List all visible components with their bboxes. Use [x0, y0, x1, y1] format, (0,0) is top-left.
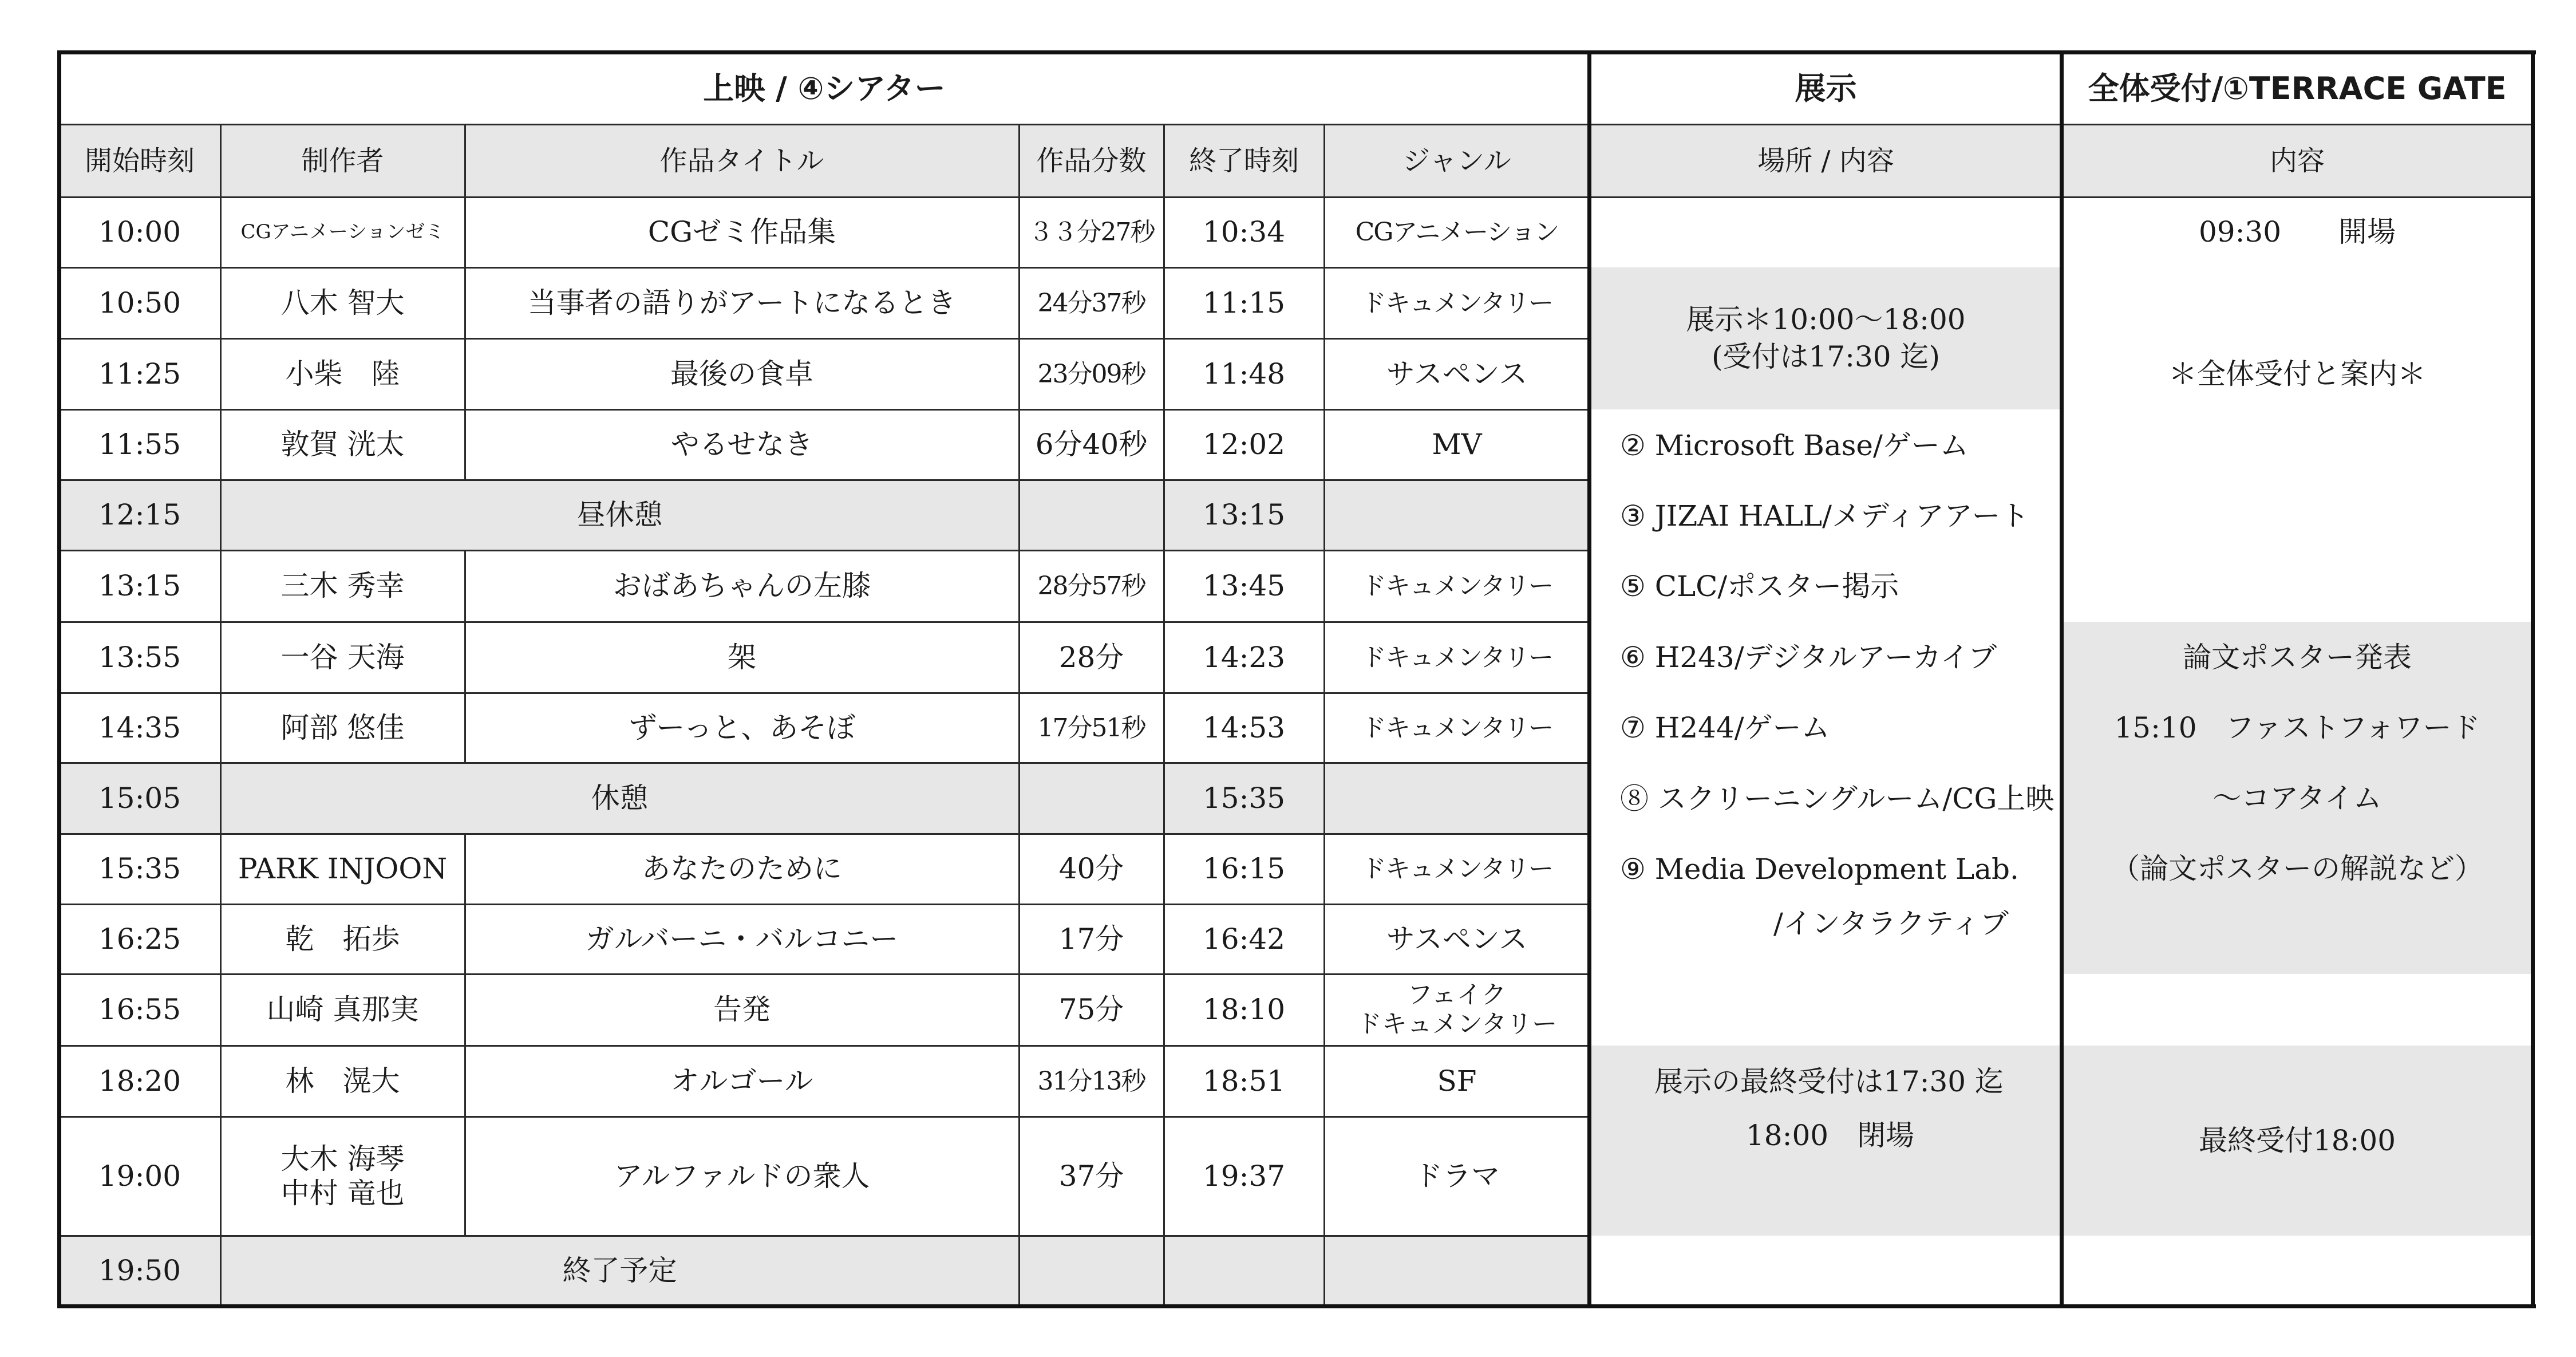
duration-cell: 28分57秒	[1037, 571, 1145, 601]
genre-cell	[1324, 974, 1590, 1046]
title-cell: CGゼミ作品集	[647, 215, 836, 249]
creator-cell: 一谷 天海	[280, 640, 405, 674]
creator-line: 中村 竜也	[280, 1177, 405, 1210]
title-cell: ガルバーニ・バルコニー	[585, 922, 899, 956]
start-time-cell: 13:15	[98, 569, 181, 603]
creator-cell: 阿部 悠佳	[280, 711, 405, 744]
title-cell: アルファルドの衆人	[614, 1159, 870, 1193]
start-time-cell: 11:55	[98, 428, 181, 461]
genre-cell: サスペンス	[1386, 357, 1528, 390]
end-label: 終了予定	[562, 1253, 677, 1287]
duration-cell: 24分37秒	[1037, 288, 1145, 318]
end-time-cell: 18:51	[1202, 1064, 1286, 1098]
poster-core-time: 〜コアタイム	[2212, 781, 2382, 815]
title-cell: おばあちゃんの左膝	[613, 569, 871, 603]
end-time-cell: 12:02	[1202, 428, 1286, 461]
title-cell: 告発	[713, 993, 771, 1027]
col-creator: 制作者	[220, 124, 465, 197]
start-time-cell: 14:35	[98, 711, 181, 744]
col-genre: ジャンル	[1324, 124, 1590, 197]
genre-cell: サスペンス	[1386, 922, 1528, 956]
creator-cell: 乾 拓歩	[285, 922, 400, 956]
start-time-cell: 19:50	[98, 1253, 181, 1287]
screening-header: 上映 / ④シアター	[703, 70, 946, 106]
exhibit-place-item: ⑧ スクリーニングルーム/CG上映	[1620, 782, 2055, 815]
start-time-cell: 19:00	[98, 1159, 181, 1193]
title-cell: ずーっと、あそぼ	[628, 711, 856, 744]
start-time-cell: 13:55	[98, 640, 181, 674]
creator-cell: 敦賀 洸太	[280, 428, 405, 461]
col-duration: 作品分数	[1019, 124, 1164, 197]
title-cell: 当事者の語りがアートになるとき	[527, 286, 957, 319]
title-cell: あなたのために	[642, 852, 842, 886]
col-end-time: 終了時刻	[1164, 124, 1324, 197]
break-label: 昼休憩	[576, 498, 663, 532]
genre-cell: ドキュメンタリー	[1361, 642, 1553, 672]
exhibit-closing: 18:00 閉場	[1746, 1119, 1915, 1152]
duration-cell: 23分09秒	[1037, 359, 1145, 389]
end-time-cell: 18:10	[1202, 993, 1286, 1027]
exhibit-hours	[1590, 267, 2062, 409]
reception-last-entry: 最終受付18:00	[2198, 1123, 2396, 1157]
duration-cell: 6分40秒	[1035, 428, 1148, 461]
end-time-cell: 13:45	[1202, 569, 1286, 603]
poster-title: 論文ポスター発表	[2183, 640, 2412, 674]
exhibit-place-item: ③ JIZAI HALL/メディアアート	[1620, 499, 2029, 532]
start-time-cell: 12:15	[98, 498, 181, 532]
start-time-cell: 18:20	[98, 1064, 181, 1098]
poster-fast-forward: 15:10 ファストフォワード	[2114, 711, 2480, 744]
creator-cell: 八木 智大	[280, 286, 405, 319]
col-title: 作品タイトル	[465, 124, 1019, 197]
duration-cell: 37分	[1058, 1159, 1124, 1193]
exhibit-hours-line: 展示＊10:00〜18:00	[1686, 303, 1966, 336]
break-label: 休憩	[591, 781, 649, 815]
genre-cell: ドキュメンタリー	[1361, 288, 1553, 318]
exhibit-last-entry: 展示の最終受付は17:30 迄	[1654, 1065, 2004, 1098]
end-time-cell: 13:15	[1202, 498, 1286, 532]
duration-cell: ３３分27秒	[1028, 218, 1155, 247]
col-exhibit-place: 場所 / 内容	[1590, 124, 2062, 197]
duration-cell: 75分	[1058, 993, 1124, 1027]
end-time-cell: 10:34	[1202, 215, 1286, 249]
duration-cell: 40分	[1058, 852, 1124, 886]
end-time-cell: 15:35	[1202, 781, 1286, 815]
col-start-time: 開始時刻	[59, 124, 220, 197]
creator-cell: 小柴 陸	[285, 357, 400, 390]
exhibit-place-item: ⑥ H243/デジタルアーカイブ	[1620, 641, 1997, 674]
genre-line: フェイク	[1407, 980, 1507, 1009]
genre-line: ドキュメンタリー	[1356, 1009, 1558, 1039]
creator-cell: 三木 秀幸	[280, 569, 405, 603]
start-time-cell: 11:25	[98, 357, 181, 390]
exhibit-place-item: ⑦ H244/ゲーム	[1620, 711, 1830, 744]
title-cell: オルゴール	[670, 1064, 813, 1098]
genre-cell: MV	[1432, 428, 1482, 461]
col-reception-content: 内容	[2062, 124, 2532, 197]
creator-cell: 林 滉大	[285, 1064, 400, 1098]
start-time-cell: 10:00	[98, 215, 181, 249]
genre-cell: ドキュメンタリー	[1361, 571, 1553, 601]
start-time-cell: 15:05	[98, 781, 181, 815]
duration-cell: 17分51秒	[1037, 713, 1145, 743]
exhibit-place-continuation: /インタラクティブ	[1773, 907, 2009, 940]
end-time-cell: 14:53	[1202, 711, 1286, 744]
title-cell: 架	[728, 640, 756, 674]
exhibit-place-item: ⑤ CLC/ポスター掲示	[1620, 570, 1899, 603]
reception-opening: 09:30 開場	[2198, 215, 2396, 249]
genre-cell: ドキュメンタリー	[1361, 854, 1553, 883]
exhibit-place-item: ② Microsoft Base/ゲーム	[1620, 429, 1969, 462]
reception-header: 全体受付/①TERRACE GATE	[2088, 70, 2507, 106]
title-cell: やるせなき	[670, 428, 813, 461]
genre-cell: ドキュメンタリー	[1361, 713, 1553, 743]
duration-cell: 31分13秒	[1037, 1066, 1145, 1096]
start-time-cell: 15:35	[98, 852, 181, 886]
exhibit-place-item: ⑨ Media Development Lab.	[1620, 853, 2019, 886]
reception-guide: ＊全体受付と案内＊	[2168, 357, 2426, 390]
creator-line: 大木 海琴	[280, 1142, 405, 1175]
end-time-cell: 11:15	[1202, 286, 1286, 319]
end-time-cell: 19:37	[1202, 1159, 1286, 1193]
creator-cell: 山崎 真那実	[266, 993, 419, 1027]
genre-cell: SF	[1437, 1064, 1477, 1098]
duration-cell: 17分	[1058, 922, 1124, 956]
end-time-cell: 16:42	[1202, 922, 1286, 956]
creator-cell: CGアニメーションゼミ	[240, 220, 445, 244]
exhibit-header: 展示	[1795, 70, 1857, 106]
end-time-cell: 14:23	[1202, 640, 1286, 674]
end-time-cell: 16:15	[1202, 852, 1286, 886]
end-time-cell: 11:48	[1202, 357, 1286, 390]
start-time-cell: 16:55	[98, 993, 181, 1027]
creator-cell	[220, 1117, 465, 1236]
start-time-cell: 16:25	[98, 922, 181, 956]
genre-cell: CGアニメーション	[1355, 218, 1559, 247]
genre-cell: ドラマ	[1414, 1159, 1500, 1193]
duration-cell: 28分	[1058, 640, 1124, 674]
start-time-cell: 10:50	[98, 286, 181, 319]
poster-note: （論文ポスターの解説など）	[2111, 852, 2483, 886]
title-cell: 最後の食卓	[670, 357, 813, 390]
exhibit-hours-note: (受付は17:30 迄)	[1712, 340, 1940, 373]
creator-cell: PARK INJOON	[238, 852, 448, 886]
